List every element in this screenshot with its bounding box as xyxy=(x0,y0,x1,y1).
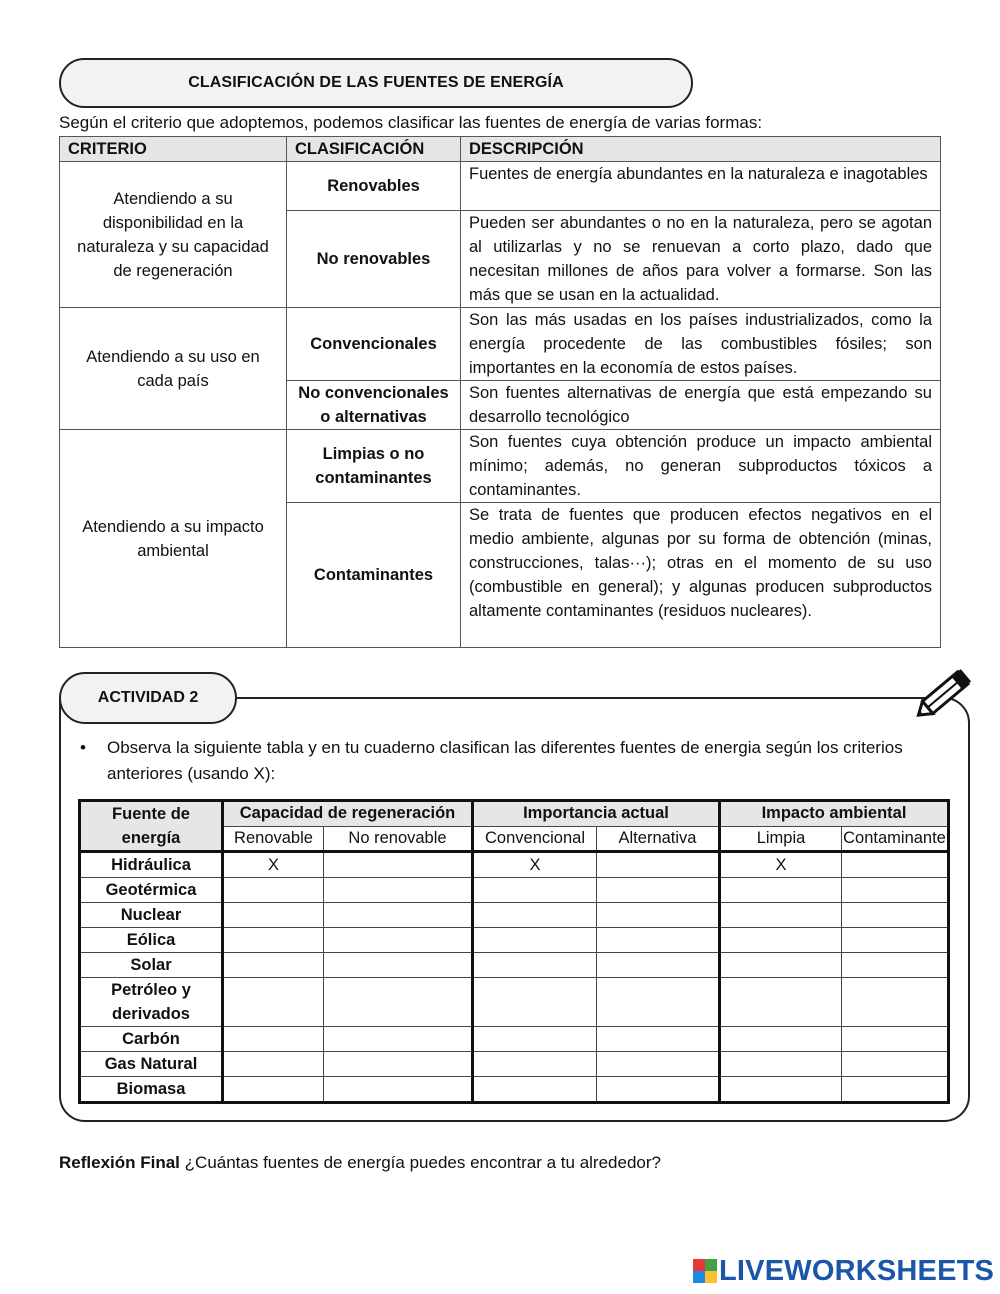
answer-cell[interactable] xyxy=(720,978,842,1027)
desc-contaminantes: Se trata de fuentes que producen efectos negativos en el medio ambiente, algunas por su forma de obtención (minas, construcciones, talas···); otras en el momento de su uso (combustible en general); y algunas producen subproductos altamente contaminantes (residuos nucleares). xyxy=(461,503,941,648)
answer-cell[interactable] xyxy=(597,903,720,928)
page-title xyxy=(59,58,693,108)
source-name: Biomasa xyxy=(80,1077,223,1103)
liveworksheets-logo xyxy=(693,1256,994,1286)
answer-cell[interactable] xyxy=(223,878,324,903)
answer-cell[interactable] xyxy=(720,1052,842,1077)
reflection-question: ¿Cuántas fuentes de energía puedes encontrar a tu alrededor? xyxy=(184,1153,661,1172)
header-capacidad: Capacidad de regeneración xyxy=(223,801,473,827)
source-name: Geotérmica xyxy=(80,878,223,903)
answer-cell[interactable] xyxy=(324,852,473,878)
source-name: Eólica xyxy=(80,928,223,953)
answer-cell[interactable] xyxy=(223,903,324,928)
class-convencionales: Convencionales xyxy=(287,308,461,381)
answer-cell[interactable] xyxy=(324,928,473,953)
source-name: Gas Natural xyxy=(80,1052,223,1077)
header-importancia: Importancia actual xyxy=(473,801,720,827)
answer-cell[interactable] xyxy=(223,928,324,953)
answer-cell[interactable] xyxy=(324,1052,473,1077)
answer-cell[interactable] xyxy=(223,978,324,1027)
answer-cell[interactable] xyxy=(720,878,842,903)
table-row xyxy=(80,1077,949,1103)
table-row xyxy=(80,978,949,1027)
criterion-impact: Atendiendo a su impacto ambiental xyxy=(60,430,287,648)
class-no-convencionales: No convencionales o alternativas xyxy=(287,381,461,430)
answer-cell[interactable] xyxy=(842,1052,949,1077)
answer-cell[interactable] xyxy=(842,978,949,1027)
header-impacto: Impacto ambiental xyxy=(720,801,949,827)
answer-cell[interactable] xyxy=(473,878,597,903)
reflection xyxy=(59,1153,661,1173)
answer-cell[interactable] xyxy=(324,1027,473,1052)
reflection-label: Reflexión Final xyxy=(59,1153,180,1172)
answer-cell[interactable] xyxy=(597,878,720,903)
class-contaminantes: Contaminantes xyxy=(287,503,461,648)
answer-cell[interactable]: X xyxy=(720,852,842,878)
table-row xyxy=(60,308,941,381)
answer-cell[interactable] xyxy=(597,1077,720,1103)
answer-cell[interactable] xyxy=(223,953,324,978)
answer-cell[interactable] xyxy=(324,978,473,1027)
header-descripcion: DESCRIPCIÓN xyxy=(461,137,941,162)
subheader-alternativa: Alternativa xyxy=(597,826,720,852)
answer-cell[interactable] xyxy=(597,978,720,1027)
answer-cell[interactable] xyxy=(324,953,473,978)
source-name: Nuclear xyxy=(80,903,223,928)
subheader-no-renovable: No renovable xyxy=(324,826,473,852)
table-row xyxy=(80,903,949,928)
answer-cell[interactable] xyxy=(597,1052,720,1077)
table-row xyxy=(60,430,941,503)
subheader-limpia: Limpia xyxy=(720,826,842,852)
answer-cell[interactable] xyxy=(324,878,473,903)
answer-cell[interactable] xyxy=(842,903,949,928)
table-row xyxy=(80,1052,949,1077)
table-row xyxy=(80,953,949,978)
logo-mark-icon xyxy=(693,1259,717,1283)
classification-header-row xyxy=(60,137,941,162)
answer-cell[interactable] xyxy=(324,903,473,928)
desc-convencionales: Son las más usadas en los países industrializados, como la energía procedente de las combustibles fósiles; son importantes en la economía de estos países. xyxy=(461,308,941,381)
answer-cell[interactable] xyxy=(597,852,720,878)
desc-limpias: Son fuentes cuya obtención produce un impacto ambiental mínimo; además, no generan subproductos tóxicos a contaminantes. xyxy=(461,430,941,503)
answer-cell[interactable] xyxy=(473,903,597,928)
answer-cell[interactable]: X xyxy=(223,852,324,878)
class-no-renovables: No renovables xyxy=(287,211,461,308)
answer-cell[interactable] xyxy=(597,928,720,953)
answer-cell[interactable] xyxy=(473,953,597,978)
table-row xyxy=(60,162,941,211)
answer-cell[interactable] xyxy=(842,928,949,953)
answer-cell[interactable] xyxy=(720,1027,842,1052)
activity-instruction-text: Observa la siguiente tabla y en tu cuaderno clasifican las diferentes fuentes de energia según los criterios anteriores (usando X): xyxy=(107,738,903,783)
table-row xyxy=(80,878,949,903)
activity-label-text: ACTIVIDAD 2 xyxy=(97,689,199,706)
answer-cell[interactable] xyxy=(720,928,842,953)
answer-cell[interactable] xyxy=(842,852,949,878)
table-row xyxy=(80,1027,949,1052)
activity-table-body xyxy=(80,852,949,1103)
answer-cell[interactable] xyxy=(473,1027,597,1052)
subheader-convencional: Convencional xyxy=(473,826,597,852)
activity-table xyxy=(78,799,950,1104)
answer-cell[interactable] xyxy=(720,953,842,978)
desc-renovables: Fuentes de energía abundantes en la naturaleza e inagotables xyxy=(461,162,941,211)
desc-no-renovables: Pueden ser abundantes o no en la naturaleza, pero se agotan al utilizarlas y no se renuevan a corto plazo, dado que necesitan millones de años para volver a formarse. Son las más que se usan en la actualidad. xyxy=(461,211,941,308)
answer-cell[interactable] xyxy=(473,928,597,953)
page-title-text: CLASIFICACIÓN DE LAS FUENTES DE ENERGÍA xyxy=(188,74,564,91)
class-renovables: Renovables xyxy=(287,162,461,211)
bullet-dot: • xyxy=(80,738,86,757)
criterion-availability: Atendiendo a su disponibilidad en la naturaleza y su capacidad de regeneración xyxy=(60,162,287,308)
answer-cell[interactable] xyxy=(597,953,720,978)
answer-cell[interactable] xyxy=(720,1077,842,1103)
answer-cell[interactable] xyxy=(473,1052,597,1077)
header-criterio: CRITERIO xyxy=(60,137,287,162)
answer-cell[interactable] xyxy=(223,1052,324,1077)
desc-no-convencionales: Son fuentes alternativas de energía que está empezando su desarrollo tecnológico xyxy=(461,381,941,430)
source-name: Hidráulica xyxy=(80,852,223,878)
answer-cell[interactable] xyxy=(223,1077,324,1103)
source-name: Petróleo y derivados xyxy=(80,978,223,1027)
class-limpias: Limpias o no contaminantes xyxy=(287,430,461,503)
subheader-renovable: Renovable xyxy=(223,826,324,852)
answer-cell[interactable] xyxy=(842,1027,949,1052)
answer-cell[interactable] xyxy=(473,1077,597,1103)
answer-cell[interactable] xyxy=(324,1077,473,1103)
activity-label xyxy=(59,672,237,724)
intro-text: Según el criterio que adoptemos, podemos clasificar las fuentes de energía de varias formas: xyxy=(59,113,763,132)
activity-header-row xyxy=(80,801,949,827)
answer-cell[interactable] xyxy=(720,903,842,928)
source-name: Carbón xyxy=(80,1027,223,1052)
source-name: Solar xyxy=(80,953,223,978)
answer-cell[interactable]: X xyxy=(473,852,597,878)
answer-cell[interactable] xyxy=(223,1027,324,1052)
answer-cell[interactable] xyxy=(597,1027,720,1052)
subheader-contaminante: Contaminante xyxy=(842,826,949,852)
criterion-usage: Atendiendo a su uso en cada país xyxy=(60,308,287,430)
answer-cell[interactable] xyxy=(842,878,949,903)
answer-cell[interactable] xyxy=(842,1077,949,1103)
answer-cell[interactable] xyxy=(842,953,949,978)
answer-cell[interactable] xyxy=(473,978,597,1027)
header-clasificacion: CLASIFICACIÓN xyxy=(287,137,461,162)
table-row xyxy=(80,928,949,953)
classification-table xyxy=(59,136,941,648)
pencil-icon xyxy=(908,657,984,727)
header-fuente: Fuente de energía xyxy=(80,801,223,852)
table-row xyxy=(80,852,949,878)
logo-text: LIVEWORKSHEETS xyxy=(719,1254,995,1287)
